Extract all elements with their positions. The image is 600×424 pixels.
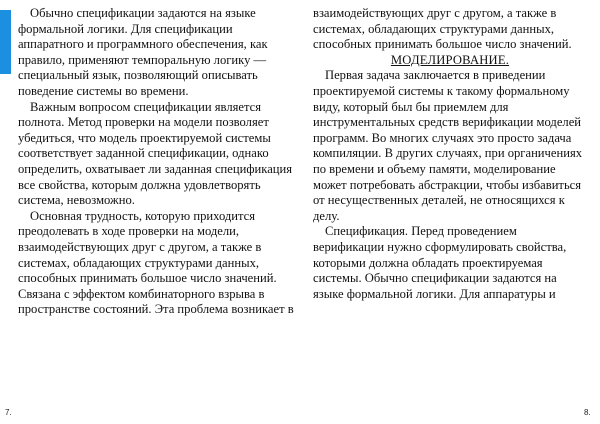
- left-paragraph-3: Основная трудность, которую приходится преодолевать в ходе проверки на модели, взаимодействующих друг с другом, а также в системах, обладающих структурами данных, способных принимать большое число значений. Связана с эффектом комбинаторного взрыва в пространстве состояний. Эта проблема возникает в: [18, 208, 294, 317]
- right-page-number: 8.: [584, 408, 591, 417]
- left-accent-bar: [0, 10, 11, 74]
- left-page-number: 7.: [5, 408, 12, 417]
- left-paragraph-1: Обычно спецификации задаются на языке формальной логики. Для спецификации аппаратного и программного обеспечения, как правило, применяют темпоральную логику — специальный язык, позволяющий описывать поведение системы во времени.: [18, 6, 268, 98]
- left-paragraph-2: Важным вопросом спецификации является полнота. Метод проверки на модели позволяет убедиться, что модель проектируемой системы соответствует заданной спецификации, однако определить, охватывает ли заданная спецификация все свойства, которым должна удовлетворять система, невозможно.: [18, 99, 293, 208]
- right-paragraph-1: Первая задача заключается в приведении проектируемой системы к такому формальному виду, который был бы приемлем для инструментальных средств верификации моделей программ. Во многих случаях это просто задача компиляции. В других случаях, при органичениях по времени и объему памяти, моделирование может потребовать абстракции, чтобы избавиться от несущественных деталей, не относящихся к делу.: [313, 68, 583, 223]
- right-intro-paragraph: взаимодействующих друг с другом, а также в системах, обладающих структурами данных, способных принимать большое число значений.: [313, 6, 572, 52]
- left-page-column: [18, 6, 296, 318]
- section-heading: МОДЕЛИРОВАНИЕ.: [390, 52, 510, 67]
- right-page-column: [313, 6, 587, 302]
- right-paragraph-2: Спецификация. Перед проведением верификации нужно сформулировать свойства, которыми должна обладать проектируемая системы. Обычно спецификации задаются на языке формальной логики. Для аппаратуры и: [313, 224, 567, 301]
